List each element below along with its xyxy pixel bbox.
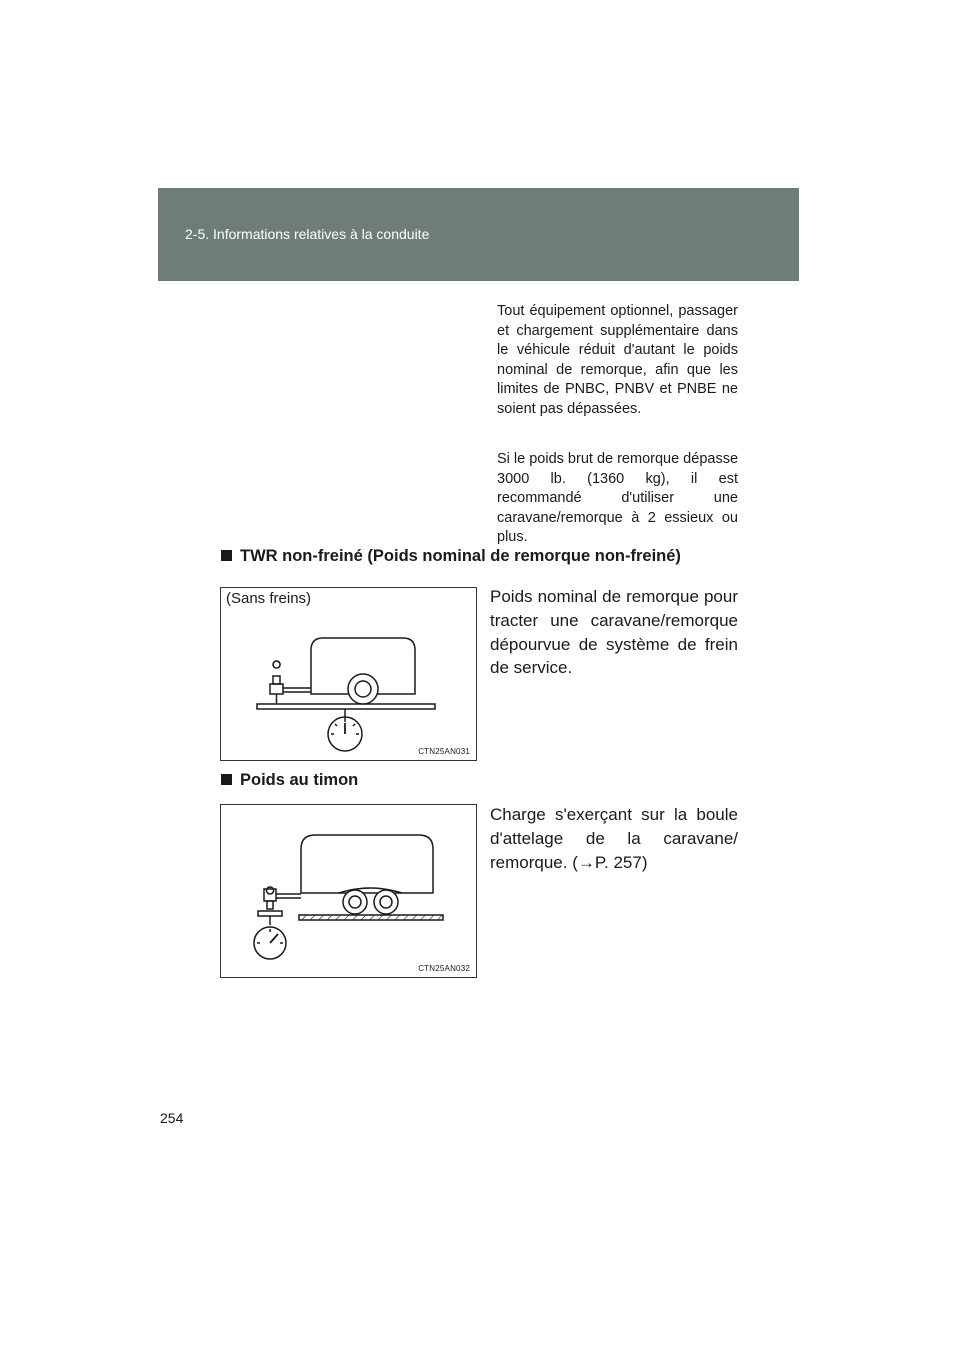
figure-code: CTN25AN031: [418, 747, 470, 756]
single-axle-trailer-on-scale-icon: [221, 588, 476, 760]
section-title: 2-5. Informations relatives à la conduite: [185, 226, 430, 242]
figure-tongue-weight: [220, 804, 477, 978]
section-body: Poids nominal de remorque pour tracter une caravane/remorque dépourvue de système de frein de service.: [490, 587, 738, 678]
figure-caption: (Sans freins): [226, 590, 312, 607]
tandem-axle-trailer-tongue-weight-icon: [221, 805, 476, 977]
page-number: 254: [160, 1110, 184, 1126]
section-heading-unbraked-twr: [221, 547, 681, 566]
note-paragraph: Tout équipement optionnel, passager et chargement supplémentaire dans le véhicule réduit d'autant le poids nominal de remorque, afin que les limites de PNBC, PNBV et PNBE ne soient pas dépassées.: [497, 303, 738, 417]
square-bullet-icon: [221, 774, 232, 785]
heading-text: Poids au timon: [240, 771, 359, 789]
heading-text: TWR non-freiné (Poids nominal de remorque non-freiné): [240, 547, 681, 565]
section-heading-tongue-weight: [221, 771, 358, 790]
square-bullet-icon: [221, 550, 232, 561]
figure-unbraked-trailer: [220, 587, 477, 761]
figure-code: CTN25AN032: [418, 964, 470, 973]
note-paragraph: Si le poids brut de remorque dépasse 3000 lb. (1360 kg), il est recommandé d'utiliser une caravane/remorque à 2 essieux ou plus.: [497, 451, 739, 545]
header-bar: [158, 188, 799, 281]
section-body: Charge s'exerçant sur la boule d'attelage de la caravane/ remorque. (→P. 257): [490, 805, 738, 872]
